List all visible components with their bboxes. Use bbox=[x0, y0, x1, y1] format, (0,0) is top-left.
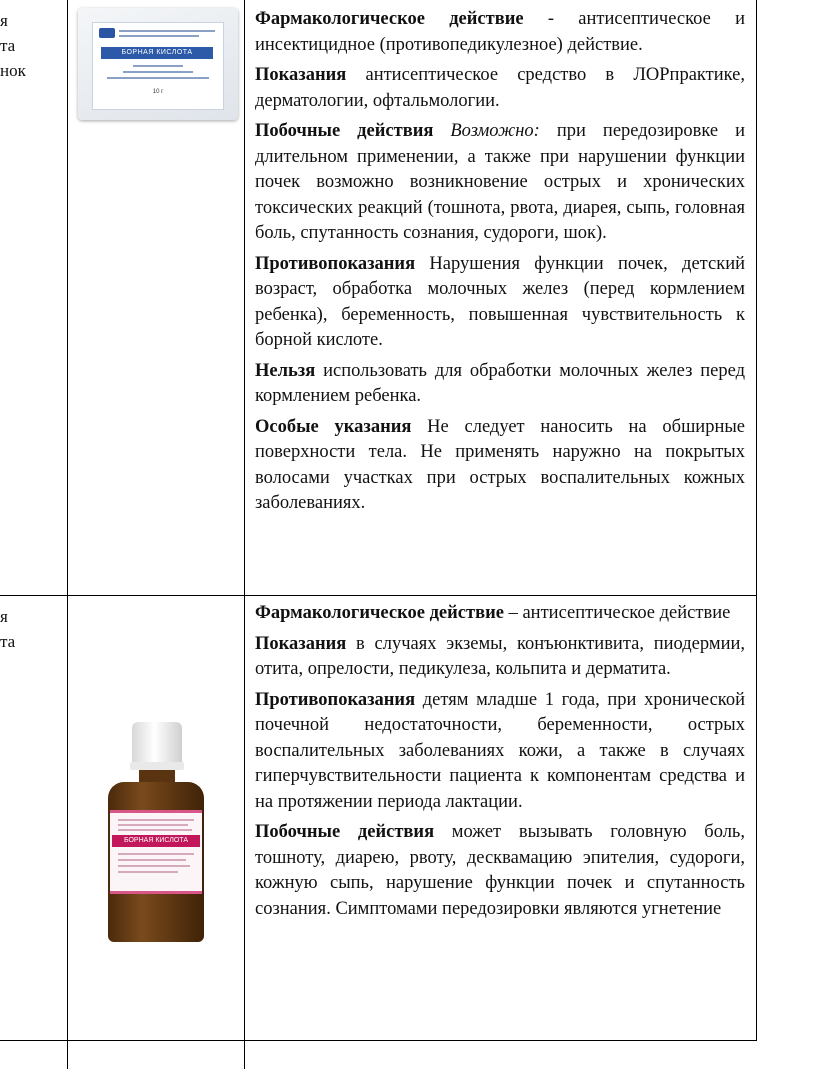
indications bbox=[255, 632, 745, 683]
section-text: антисептическое средство в ЛОРпрактике, дерматологии, офтальмологии. bbox=[255, 65, 745, 111]
bottle-fine-print bbox=[118, 865, 190, 867]
row2-description bbox=[255, 601, 745, 927]
pharmacological-action bbox=[255, 7, 745, 58]
left-column-row2 bbox=[0, 604, 15, 654]
packet-fine-print bbox=[133, 65, 183, 67]
left-fragment: я bbox=[0, 11, 8, 30]
table-bottom-border bbox=[0, 1040, 757, 1041]
section-text: в случаях экземы, конъюнктивита, пиодермии, отита, опрелости, педикулеза, кольпита и дерматита. bbox=[255, 633, 745, 679]
section-text: использовать для обработки молочных желез перед кормлением ребенка. bbox=[255, 360, 745, 406]
bottle-label bbox=[110, 810, 202, 894]
packet-label bbox=[92, 22, 224, 110]
packet-fine-print bbox=[119, 30, 215, 32]
special-instructions bbox=[255, 415, 745, 517]
section-label: Показания bbox=[255, 65, 347, 85]
row1-description bbox=[255, 7, 745, 522]
side-effects bbox=[255, 119, 745, 247]
boric-acid-packet-image bbox=[78, 8, 238, 120]
bottle-fine-print bbox=[118, 859, 186, 861]
contraindications bbox=[255, 688, 745, 816]
section-label: Нельзя bbox=[255, 360, 316, 381]
left-column-row1 bbox=[0, 8, 26, 83]
side-effects bbox=[255, 820, 745, 922]
packet-weight: 10 г bbox=[152, 89, 164, 95]
boric-acid-bottle-image bbox=[106, 722, 206, 942]
pharmacological-action bbox=[255, 601, 745, 627]
left-fragment: я bbox=[0, 607, 8, 626]
left-fragment: та bbox=[0, 632, 16, 651]
bottle-fine-print bbox=[118, 824, 188, 826]
packet-fine-print bbox=[119, 35, 199, 37]
indications bbox=[255, 63, 745, 114]
section-label: Побочные действия bbox=[255, 822, 435, 842]
section-label: Противопоказания bbox=[255, 253, 416, 274]
prohibited-use bbox=[255, 359, 745, 410]
table-border-right bbox=[756, 0, 757, 1040]
section-label: Особые указания bbox=[255, 416, 412, 437]
manufacturer-logo-icon bbox=[99, 28, 115, 38]
bottle-fine-print bbox=[118, 829, 192, 831]
bottle-product-name: БОРНАЯ КИСЛОТА bbox=[112, 835, 200, 847]
packet-product-name: БОРНАЯ КИСЛОТА bbox=[121, 49, 193, 56]
section-text: может вызывать головную боль, тошноту, диарею, рвоту, десквамацию эпителия, судороги, кожную сыпь, нарушение функции почек и спутанность сознания. Симптомами передозировки являются угнетение bbox=[255, 822, 745, 919]
section-label: Побочные действия bbox=[255, 121, 434, 141]
packet-fine-print bbox=[107, 77, 209, 79]
section-text: Нарушения функции почек, детский возраст, обработка молочных желез (перед кормлением ребенка), беременность, повышенная чувствительность к борной кислоте. bbox=[255, 253, 745, 350]
section-label: Противопоказания bbox=[255, 689, 416, 710]
section-label: Фармакологическое действие bbox=[255, 9, 524, 29]
section-text: детям младше 1 года, при хронической почечной недостаточности, беременности, острых воспалительных заболеваниях кожи, а также в случаях гиперчувствительности пациента к компонентам средства и на протяжении периода лактации. bbox=[255, 689, 745, 812]
bottle-fine-print bbox=[118, 853, 194, 855]
bottle-cap bbox=[132, 722, 182, 766]
section-text: Не следует наносить на обширные поверхности тела. Не применять наружно на покрытых волосами участках при острых воспалительных кожных заболеваниях. bbox=[255, 416, 746, 513]
row-divider bbox=[0, 595, 757, 596]
packet-fine-print bbox=[123, 71, 193, 73]
left-fragment: та bbox=[0, 36, 16, 55]
section-label: Фармакологическое действие bbox=[255, 603, 504, 623]
bottle-fine-print bbox=[118, 819, 194, 821]
left-fragment: нок bbox=[0, 61, 26, 80]
section-italic: Возможно: bbox=[433, 121, 540, 141]
section-label: Показания bbox=[255, 633, 347, 654]
contraindications bbox=[255, 252, 745, 354]
bottle-cap-ring bbox=[130, 762, 184, 770]
section-text: – антисептическое действие bbox=[503, 603, 731, 623]
table-border-left bbox=[67, 0, 68, 1069]
bottle-fine-print bbox=[118, 871, 178, 873]
section-text: при передозировке и длительном применении, а также при нарушении функции почек возможно возникновение острых и хронических токсических реакций (тошнота, рвота, диарея, сыпь, головная боль, спутанность сознания, судороги, шок). bbox=[255, 121, 745, 243]
section-text: - антисептическое и инсектицидное (противопедикулезное) действие. bbox=[255, 9, 745, 55]
table-border-middle bbox=[244, 0, 245, 1069]
